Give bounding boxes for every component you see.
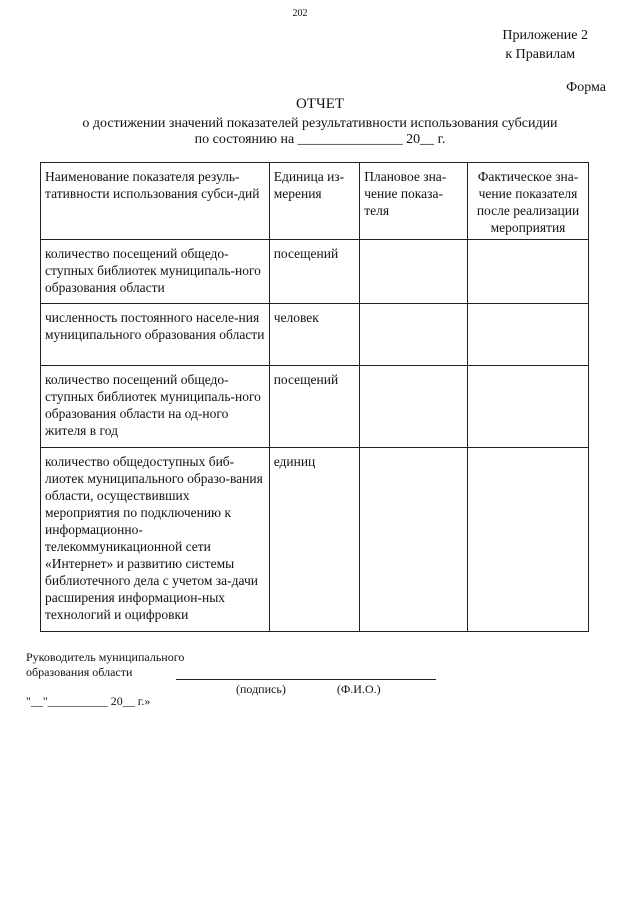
signatory-line2: образования области [26,665,133,679]
form-label: Форма [566,80,606,95]
header-actual-value: Фактическое зна-чение показателя после реализации мероприятия [468,163,589,240]
date-line: "__"__________ 20__ г.» [26,694,151,708]
table-row [41,366,589,448]
cell-indicator-name: численность постоянного населе-ния муниципального образования области [41,304,270,366]
cell-actual-value [468,304,589,366]
table-row [41,240,589,304]
cell-unit: единиц [269,448,360,632]
page-number: 202 [292,8,308,19]
table-row [41,448,589,632]
cell-actual-value [468,366,589,448]
cell-indicator-name: количество общедоступных биб-лиотек муниципального образо-вания области, осуществивших мероприятия по подключению к информационно-телекоммуникационной сети «Интернет» и развитию системы библиотечного дела с учетом за-дачи расширения информацион-ных технологий и оцифровки [41,448,270,632]
signatory-label [26,650,184,680]
appendix-line2: к Правилам [505,47,576,62]
cell-actual-value [468,448,589,632]
document-title: ОТЧЕТ [295,96,345,112]
header-unit: Единица из-мерения [269,163,360,240]
cell-indicator-name: количество посещений общедо-ступных библиотек муниципаль-ного образования области на од-ного жителя в год [41,366,270,448]
header-indicator-name: Наименование показателя резуль-тативности использования субси-дий [41,163,270,240]
signature-underline [176,679,436,680]
cell-unit: посещений [269,240,360,304]
cell-unit: человек [269,304,360,366]
cell-indicator-name: количество посещений общедо-ступных библиотек муниципаль-ного образования области [41,240,270,304]
header-planned-value: Плановое зна-чение показа-теля [360,163,468,240]
signature-caption: (подпись) [236,682,286,696]
cell-planned-value [360,448,468,632]
cell-planned-value [360,366,468,448]
signature-labels [236,682,429,697]
full-name-caption: (Ф.И.О.) [336,682,381,696]
table-row [41,304,589,366]
cell-planned-value [360,240,468,304]
document-subtitle-line2: по состоянию на _______________ 20__ г. [194,132,446,147]
table-header-row [41,163,589,240]
report-table [40,162,589,632]
appendix-label [502,26,588,64]
cell-unit: посещений [269,366,360,448]
document-subtitle-line1: о достижении значений показателей результативности использования субсидии [82,116,558,131]
cell-actual-value [468,240,589,304]
signatory-line1: Руководитель муниципального [26,650,185,664]
cell-planned-value [360,304,468,366]
appendix-line1: Приложение 2 [502,28,588,43]
